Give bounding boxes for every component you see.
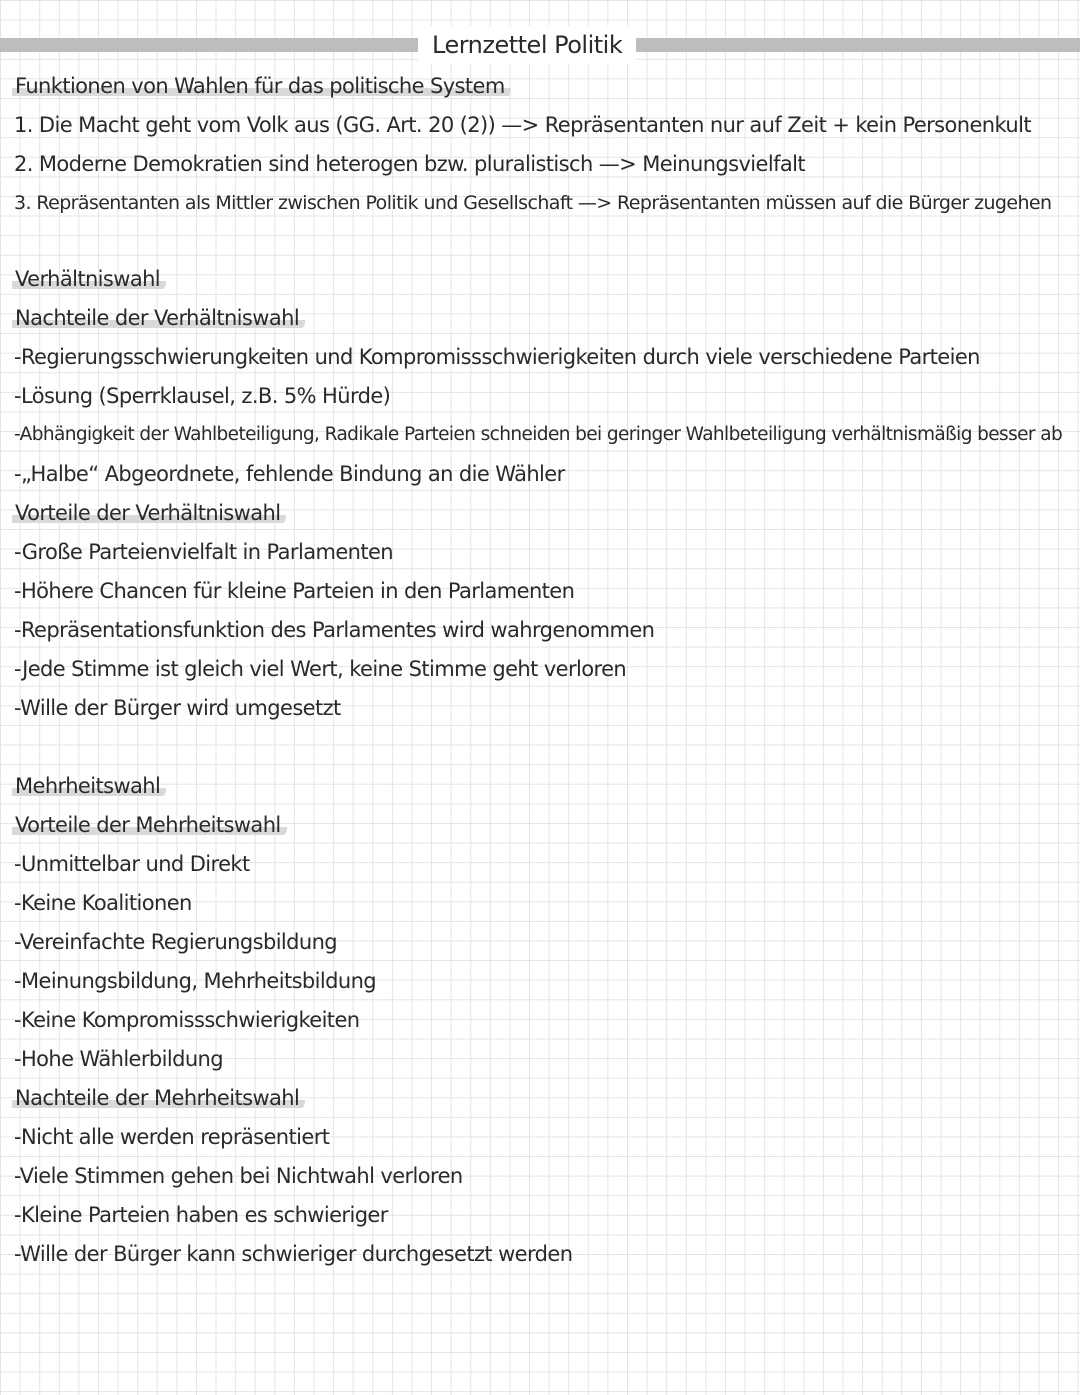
list-item: -Kleine Parteien haben es schwieriger (14, 1203, 388, 1227)
subheading-vorteile-mehrheitswahl (12, 808, 287, 842)
section-heading-mehrheitswahl (12, 769, 166, 803)
heading-text: Funktionen von Wahlen für das politische System (12, 74, 511, 98)
heading-text: Mehrheitswahl (12, 774, 166, 798)
list-item: -Lösung (Sperrklausel, z.B. 5% Hürde) (14, 384, 391, 408)
subheading-nachteile-mehrheitswahl (12, 1081, 305, 1115)
list-item: -Viele Stimmen gehen bei Nichtwahl verloren (14, 1164, 463, 1188)
list-item: -„Halbe“ Abgeordnete, fehlende Bindung an die Wähler (14, 462, 565, 486)
list-item: -Keine Kompromissschwierigkeiten (14, 1008, 360, 1032)
list-item: 3. Repräsentanten als Mittler zwischen Politik und Gesellschaft —> Repräsentanten müssen auf die Bürger zugehen (14, 192, 1052, 214)
list-item: -Keine Koalitionen (14, 891, 192, 915)
list-item: 2. Moderne Demokratien sind heterogen bzw. pluralistisch —> Meinungsvielfalt (14, 152, 806, 176)
list-item: -Abhängigkeit der Wahlbeteiligung, Radikale Parteien schneiden bei geringer Wahlbeteiligung verhältnismäßig besser ab (14, 424, 1063, 445)
list-item: -Unmittelbar und Direkt (14, 852, 250, 876)
list-item: -Große Parteienvielfalt in Parlamenten (14, 540, 394, 564)
subheading-vorteile-verhaeltniswahl (12, 496, 286, 530)
list-item: -Wille der Bürger wird umgesetzt (14, 696, 341, 720)
page-title: Lernzettel Politik (418, 26, 636, 64)
list-item: -Jede Stimme ist gleich viel Wert, keine Stimme geht verloren (14, 657, 627, 681)
heading-text: Nachteile der Verhältniswahl (12, 306, 305, 330)
heading-text: Verhältniswahl (12, 267, 166, 291)
list-item: -Höhere Chancen für kleine Parteien in den Parlamenten (14, 579, 575, 603)
section-heading-funktionen (12, 69, 511, 103)
list-item: -Regierungsschwierungkeiten und Kompromissschwierigkeiten durch viele verschiedene Parteien (14, 345, 980, 369)
list-item: -Hohe Wählerbildung (14, 1047, 223, 1071)
list-item: -Vereinfachte Regierungsbildung (14, 930, 338, 954)
subheading-nachteile-verhaeltniswahl (12, 301, 305, 335)
section-heading-verhaeltniswahl (12, 262, 166, 296)
list-item: -Wille der Bürger kann schwieriger durchgesetzt werden (14, 1242, 573, 1266)
list-item: -Nicht alle werden repräsentiert (14, 1125, 330, 1149)
list-item: 1. Die Macht geht vom Volk aus (GG. Art. 20 (2)) —> Repräsentanten nur auf Zeit + kein Personenkult (14, 113, 1032, 137)
list-item: -Repräsentationsfunktion des Parlamentes wird wahrgenommen (14, 618, 655, 642)
heading-text: Nachteile der Mehrheitswahl (12, 1086, 305, 1110)
heading-text: Vorteile der Mehrheitswahl (12, 813, 287, 837)
heading-text: Vorteile der Verhältniswahl (12, 501, 286, 525)
list-item: -Meinungsbildung, Mehrheitsbildung (14, 969, 377, 993)
